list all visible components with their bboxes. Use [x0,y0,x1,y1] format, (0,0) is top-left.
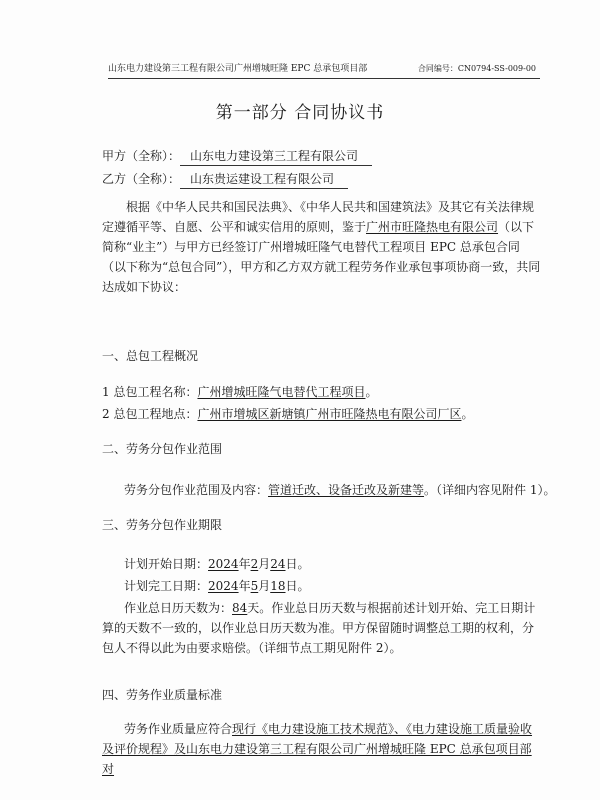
party-b-value: 山东贵运建设工程有限公司 [180,170,348,189]
year-unit-2: 年 [238,579,251,593]
start-date-line [124,555,310,572]
section-4-heading: 四、劳务作业质量标准 [102,688,223,702]
end-month: 5 [250,579,259,593]
running-header [108,62,540,79]
party-a-label: 甲方（全称）： [102,149,181,163]
party-b [102,170,348,189]
party-a-value: 山东电力建设第三工程有限公司 [180,147,372,166]
start-month: 2 [250,557,259,571]
start-day: 24 [270,557,286,571]
quality-label: 劳务作业质量应符合 [124,722,233,736]
section-1-heading: 一、总包工程概况 [102,349,199,363]
quality-paragraph [102,719,542,779]
start-date-label: 计划开始日期： [124,557,209,571]
month-unit-1: 月 [258,557,271,571]
page-title: 第一部分 合同协议书 [215,103,385,123]
start-year: 2024 [208,557,239,571]
project-name-label: 1 总包工程名称： [102,385,198,399]
intro-text-1: 根据《中华人民共和国民法典》、《中华人民共和国建筑法》及其它有关法律规定遵循平等、自愿、公平和诚实信用的原则，鉴于 [102,200,535,234]
day-unit-1: 日。 [285,557,310,571]
end-day: 18 [270,579,286,593]
project-name-value: 广州增城旺隆气电替代工程项目 [197,385,366,399]
scope-end: 。（详细内容见附件 1）。 [424,483,556,497]
project-name-end: 。 [365,385,378,399]
project-location-value: 广州市增城区新塘镇广州市旺隆热电有限公司厂区 [197,407,462,421]
scope-line [124,481,555,498]
year-unit-1: 年 [238,557,251,571]
month-unit-2: 月 [258,579,271,593]
party-b-label: 乙方（全称）： [102,172,181,186]
end-date-line [124,577,310,594]
section-2-heading: 二、劳务分包作业范围 [102,442,223,456]
owner-name: 广州市旺隆热电有限公司 [366,220,499,234]
scope-value: 管道迁改、设备迁改及新建等 [268,483,425,497]
duration-value: 84 [232,601,248,615]
header-contract-number: 合同编号：CN0794-SS-009-00 [417,64,536,73]
project-location-label: 2 总包工程地点： [102,407,198,421]
quality-value: 现行《电力建设施工技术规范》、《电力建设施工质量验收及评价规程》及山东电力建设第三工程有限公司广州增城旺隆 EPC 总承包项目部对 [102,722,533,776]
scope-label: 劳务分包作业范围及内容： [124,483,269,497]
section-3-heading: 三、劳务分包作业期限 [102,518,223,532]
end-date-label: 计划完工日期： [124,579,209,593]
project-location-line [102,405,473,422]
intro-text-2: （以下简称“业主”）与甲方已经签订广州增城旺隆气电替代工程项目 EPC 总承包合同（以下称为“总包合同”），甲方和乙方双方就工程劳务作业承包事项协商一致，共同达成如下协议： [102,220,541,294]
party-a [102,147,372,166]
duration-text: 天。作业总日历天数与根据前述计划开始、完工日期计算的天数不一致的，以作业总日历天数为准。甲方保留随时调整总工期的权利，分包人不得以此为由要求赔偿。（详细节点工期见附件 2）。 [102,601,536,655]
header-company: 山东电力建设第三工程有限公司广州增城旺隆 EPC 总承包项目部 [108,64,368,74]
duration-paragraph [102,598,542,658]
project-name-line [102,383,377,400]
duration-label: 作业总日历天数为： [124,601,233,615]
end-year: 2024 [208,579,239,593]
project-location-end: 。 [461,407,474,421]
day-unit-2: 日。 [285,579,310,593]
intro-paragraph [102,197,542,297]
